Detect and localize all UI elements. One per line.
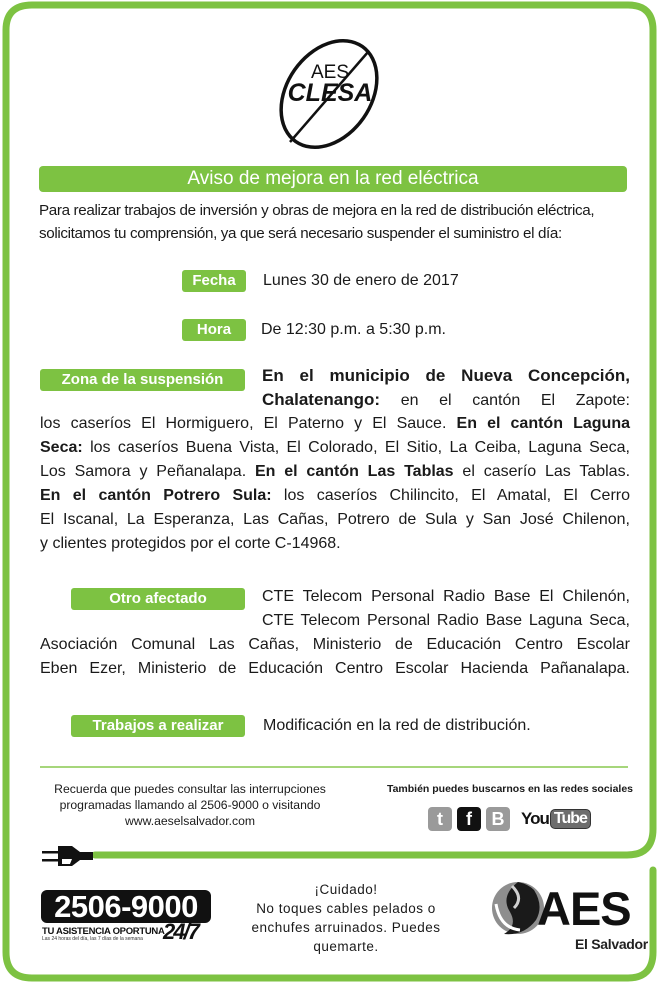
- otro-line: Asociación Comunal Las Cañas, Ministerio de Educación Centro Escolar: [40, 636, 630, 653]
- fecha-value: Lunes 30 de enero de 2017: [263, 272, 459, 289]
- svg-text:CLESA: CLESA: [287, 79, 373, 107]
- zona-text: Los Samora y Peñanalapa.: [40, 463, 255, 480]
- warning-line: enchufes arruinados. Puedes: [251, 920, 441, 935]
- zona-canton: Seca:: [40, 439, 83, 456]
- warning-line: quemarte.: [313, 939, 379, 954]
- aes-logo-text: AES: [537, 882, 631, 935]
- fecha-label: Fecha: [182, 270, 246, 292]
- zona-municipio: En el municipio de Nueva Concepción,: [262, 366, 630, 385]
- blogger-icon[interactable]: B: [486, 807, 510, 831]
- trabajos-value: Modificación en la red de distribución.: [263, 717, 531, 734]
- warning-line: No toques cables pelados o: [256, 901, 436, 916]
- consult-info: [40, 781, 340, 829]
- otro-label: Otro afectado: [71, 588, 245, 610]
- otro-details: [40, 633, 630, 681]
- zona-text: los caseríos Chilincito, El Amatal, El Cerro: [271, 487, 631, 504]
- zona-canton: En el cantón Potrero Sula:: [40, 487, 272, 504]
- svg-text:AES: AES: [310, 62, 350, 83]
- zona-canton: En el cantón Laguna: [456, 415, 630, 432]
- aes-logo-subtitle: El Salvador: [575, 936, 648, 952]
- consult-line: programadas llamando al 2506-9000 o visitando: [59, 798, 321, 812]
- consult-line: Recuerda que puedes consultar las interrupciones: [54, 782, 326, 796]
- intro-line-1: Para realizar trabajos de inversión y obras de mejora en la red de distribución eléctrica,: [39, 202, 595, 219]
- zona-text: y clientes protegidos por el corte C-14968.: [40, 535, 341, 552]
- intro-line-2: solicitamos tu comprensión, ya que será necesario suspender el suministro el día:: [39, 225, 562, 242]
- notice-intro: [39, 199, 629, 245]
- hora-label: Hora: [182, 319, 246, 341]
- safety-warning: [240, 880, 452, 956]
- website-link[interactable]: www.aeselsalvador.com: [124, 814, 256, 828]
- otro-line: CTE Telecom Personal Radio Base El Chilenón,: [262, 588, 630, 605]
- zona-text: el caserío Las Tablas.: [453, 463, 631, 480]
- zona-canton: En el cantón Las Tablas: [254, 463, 454, 480]
- social-links: [428, 806, 591, 832]
- twitter-icon[interactable]: t: [428, 807, 452, 831]
- zona-details: [40, 412, 630, 556]
- zona-intro: [262, 364, 630, 413]
- facebook-icon[interactable]: f: [457, 807, 481, 831]
- tagline-small: Las 24 horas del día, las 7 días de la semana: [42, 936, 143, 942]
- otro-line: Eben Ezer, Ministerio de Educación Centro Escolar Hacienda Pañanalapa.: [40, 660, 630, 677]
- phone-number: 2506-9000: [41, 890, 211, 923]
- trabajos-label: Trabajos a realizar: [71, 715, 245, 737]
- tagline: TU ASISTENCIA OPORTUNA: [42, 926, 165, 937]
- otro-line: CTE Telecom Personal Radio Base Laguna Seca,: [262, 612, 630, 629]
- badge-24-7: 24/7: [163, 919, 198, 944]
- otro-intro: [262, 585, 630, 633]
- zona-text: en el cantón El Zapote:: [380, 392, 630, 409]
- zona-departamento: Chalatenango:: [262, 390, 381, 409]
- social-title: También puedes buscarnos en las redes sociales: [386, 783, 634, 795]
- zona-label: Zona de la suspensión: [40, 369, 245, 391]
- aes-clesa-logo: [268, 34, 390, 154]
- zona-text: los caseríos El Hormiguero, El Paterno y El Sauce.: [40, 415, 457, 432]
- notice-title: Aviso de mejora en la red eléctrica: [39, 166, 627, 192]
- zona-text: El Iscanal, La Esperanza, Las Cañas, Potrero de Sula y San José Chilenon,: [40, 511, 630, 528]
- plug-icon: [42, 846, 93, 866]
- hora-value: De 12:30 p.m. a 5:30 p.m.: [261, 321, 446, 338]
- warning-line: ¡Cuidado!: [314, 882, 378, 897]
- divider: [40, 766, 628, 768]
- zona-text: los caseríos Buena Vista, El Colorado, El Sitio, La Ceiba, Laguna Seca,: [82, 439, 630, 456]
- youtube-icon[interactable]: You Tube: [521, 809, 591, 829]
